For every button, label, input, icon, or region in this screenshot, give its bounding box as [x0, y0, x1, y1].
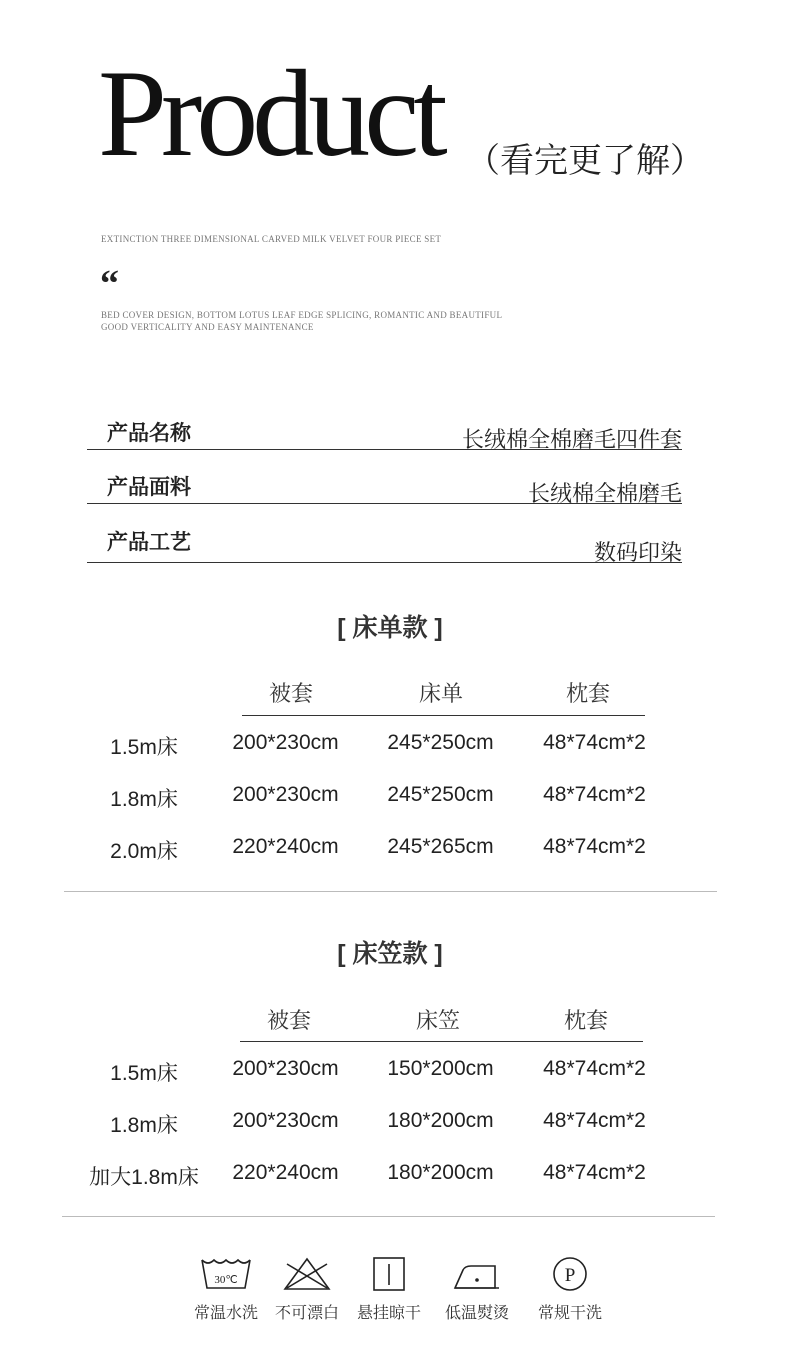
line-dry-icon — [361, 1254, 417, 1294]
table-cell: 180*200cm — [387, 1161, 494, 1184]
low-iron-icon — [449, 1254, 505, 1294]
row-size-label: 1.5m床 — [110, 1062, 178, 1085]
product-title: Product — [98, 45, 442, 182]
wash-temperature-text: 30℃ — [214, 1274, 238, 1286]
header-underline — [242, 715, 645, 716]
table-cell: 220*240cm — [232, 1161, 339, 1184]
table-cell: 48*74cm*2 — [543, 1109, 646, 1132]
info-value: 长绒棉全棉磨毛 — [527, 481, 682, 506]
info-row-craft — [87, 512, 682, 563]
table-cell: 220*240cm — [232, 835, 339, 858]
dry-clean-p-icon — [542, 1254, 598, 1294]
table-cell: 200*230cm — [232, 1109, 339, 1132]
row-size-label: 1.8m床 — [110, 1114, 178, 1137]
header-underline — [240, 1041, 643, 1042]
column-header: 枕套 — [565, 681, 610, 706]
row-size-label: 1.5m床 — [110, 736, 178, 759]
table-cell: 150*200cm — [387, 1057, 494, 1080]
column-header: 床单 — [418, 681, 463, 706]
table-cell: 48*74cm*2 — [543, 1057, 646, 1080]
row-size-label: 加大1.8m床 — [89, 1166, 199, 1189]
care-label: 常规干洗 — [537, 1305, 602, 1322]
row-size-label: 1.8m床 — [110, 788, 178, 811]
info-value: 数码印染 — [593, 540, 682, 565]
column-header: 被套 — [268, 681, 313, 706]
section-divider — [64, 891, 717, 892]
care-label: 不可漂白 — [274, 1305, 339, 1322]
care-label: 悬挂晾干 — [356, 1305, 421, 1322]
table-cell: 48*74cm*2 — [543, 783, 646, 806]
info-row-fabric — [87, 457, 682, 504]
info-row-name — [87, 403, 682, 450]
table-cell: 245*265cm — [387, 835, 494, 858]
table-cell: 200*230cm — [232, 1057, 339, 1080]
table-cell: 48*74cm*2 — [543, 731, 646, 754]
info-value: 长绒棉全棉磨毛四件套 — [461, 427, 682, 452]
table-cell: 48*74cm*2 — [543, 835, 646, 858]
info-label: 产品工艺 — [107, 531, 191, 554]
row-size-label: 2.0m床 — [110, 840, 178, 863]
description-line-2: GOOD VERTICALITY AND EASY MAINTENANCE — [101, 322, 314, 332]
care-label: 低温熨烫 — [444, 1305, 509, 1322]
column-header: 枕套 — [563, 1008, 608, 1033]
wash-30-icon — [198, 1254, 254, 1294]
section-title-sheet: [ 床单款 ] — [337, 614, 443, 642]
quote-icon: “ — [100, 263, 119, 305]
table-cell: 245*250cm — [387, 731, 494, 754]
info-label: 产品面料 — [107, 476, 191, 499]
section-divider — [62, 1216, 715, 1217]
care-item-line-dry — [341, 1254, 437, 1323]
table-cell: 200*230cm — [232, 731, 339, 754]
tagline: EXTINCTION THREE DIMENSIONAL CARVED MILK VELVET FOUR PIECE SET — [101, 234, 442, 244]
dry-clean-letter: P — [564, 1265, 576, 1286]
care-item-dry-clean — [522, 1254, 618, 1323]
table-cell: 245*250cm — [387, 783, 494, 806]
table-cell: 200*230cm — [232, 783, 339, 806]
table-cell: 48*74cm*2 — [543, 1161, 646, 1184]
column-header: 床笠 — [415, 1008, 460, 1033]
description-line-1: BED COVER DESIGN, BOTTOM LOTUS LEAF EDGE SPLICING, ROMANTIC AND BEAUTIFUL — [101, 310, 503, 320]
info-label: 产品名称 — [107, 422, 191, 445]
product-subtitle: （看完更了解） — [466, 142, 704, 180]
table-cell: 180*200cm — [387, 1109, 494, 1132]
section-title-fitted: [ 床笠款 ] — [337, 940, 443, 968]
no-bleach-icon — [279, 1254, 335, 1294]
care-item-iron — [429, 1254, 525, 1323]
care-label: 常温水洗 — [193, 1305, 258, 1322]
column-header: 被套 — [266, 1008, 311, 1033]
